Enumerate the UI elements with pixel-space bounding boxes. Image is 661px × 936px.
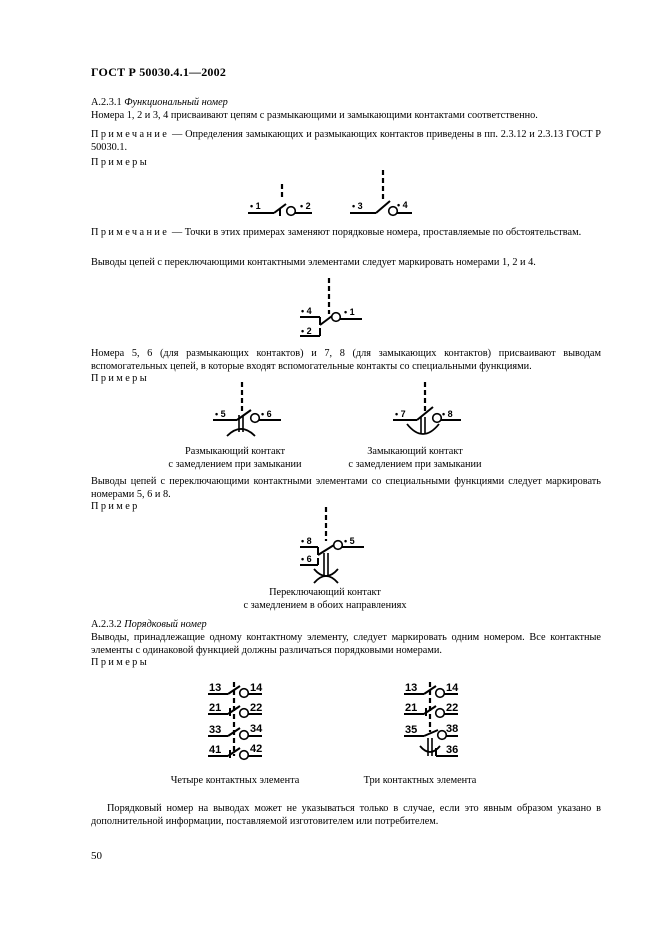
page-number: 50 <box>91 850 102 862</box>
diagram-four-contact-elements <box>200 680 290 764</box>
terminal-label: • 3 <box>352 201 363 211</box>
terminal-label: • 1 <box>250 201 261 211</box>
example-label: Пример <box>91 501 140 512</box>
note <box>91 128 601 154</box>
terminal-label: • 8 <box>301 536 312 546</box>
terminal-label: • 5 <box>215 409 226 419</box>
terminal-label: 38 <box>446 723 459 735</box>
caption: Четыре контактных элемента <box>170 775 300 786</box>
terminal-label: 33 <box>209 724 222 736</box>
caption-line: с замедлением при замыкании <box>168 459 302 470</box>
diagram-changeover-contact <box>292 276 382 338</box>
section-heading-a231 <box>91 96 601 109</box>
caption-line: Переключающий контакт <box>269 587 381 598</box>
examples-label: Примеры <box>91 657 150 668</box>
terminal-label: 21 <box>209 702 222 714</box>
diagram-delayed-break-contact <box>205 380 305 440</box>
caption: Три контактных элемента <box>363 775 477 786</box>
terminal-label: 22 <box>446 702 459 714</box>
terminal-label: • 5 <box>344 536 355 546</box>
terminal-label: 34 <box>250 723 263 735</box>
paragraph: Выводы цепей с переключающими контактными элементами следует маркировать номерами 1, 2 и 4. <box>91 257 536 268</box>
terminal-label: 41 <box>209 744 222 756</box>
diagram-delayed-make-contact <box>385 380 485 440</box>
paragraph: Выводы цепей с переключающими контактными элементами со специальными функциями следует маркировать номерами 5, 6 и 8. <box>91 476 601 501</box>
examples-label: Примеры <box>91 157 150 168</box>
diagram-basic-contacts <box>240 176 440 218</box>
terminal-label: 36 <box>446 744 459 756</box>
section-title: Порядковый номер <box>124 619 207 630</box>
caption-line: Размыкающий контакт <box>185 446 285 457</box>
note-text: — Определения замыкающих и размыкающих контактов приведены в пп. 2.3.12 и 2.3.13 ГОСТ Р 50030.1. <box>91 129 601 154</box>
terminal-label: • 6 <box>261 409 272 419</box>
caption <box>150 445 320 471</box>
terminal-label: • 4 <box>301 306 312 316</box>
terminal-label: • 8 <box>442 409 453 419</box>
paragraph: Номера 5, 6 (для размыкающих контактов) и 7, 8 (для замыкающих контактов) присваивают выводам вспомогательных цепей, в которые входят вспомогательные контакты со специальными функциями. <box>91 348 601 373</box>
terminal-label: 14 <box>250 682 263 694</box>
paragraph <box>91 802 601 828</box>
terminal-label: • 2 <box>301 326 312 336</box>
terminal-label: 14 <box>446 682 459 694</box>
caption <box>330 445 500 471</box>
document-header: ГОСТ Р 50030.4.1—2002 <box>91 65 227 79</box>
diagram-delayed-changeover-contact <box>292 505 382 587</box>
section-title: Функциональный номер <box>124 97 228 108</box>
caption-line: Замыкающий контакт <box>367 446 463 457</box>
section-number: А.2.3.1 <box>91 97 122 108</box>
note <box>91 226 601 239</box>
paragraph-text: Порядковый номер на выводах может не указываться только в случае, если это явным образом указано в дополнительной информации, поставляемой изготовителем или потребителем. <box>91 803 601 828</box>
terminal-label: 22 <box>250 702 263 714</box>
terminal-label: 13 <box>405 682 418 694</box>
examples-label: Примеры <box>91 373 150 384</box>
terminal-label: 13 <box>209 682 222 694</box>
note-label: Примечание <box>91 227 170 238</box>
section-heading-a232 <box>91 618 601 631</box>
note-text: — Точки в этих примерах заменяют порядковые номера, проставляемые по обстоятельствам. <box>169 227 582 238</box>
terminal-label: • 4 <box>397 200 408 210</box>
terminal-label: 35 <box>405 724 418 736</box>
paragraph: Выводы, принадлежащие одному контактному элементу, следует маркировать одним номером. Все контактные элементы с одинаковой функцией должны различаться порядковыми номерами. <box>91 632 601 657</box>
caption-line: с замедлением в обоих направлениях <box>243 600 407 611</box>
note-label: Примечание <box>91 129 170 140</box>
caption <box>200 586 450 612</box>
caption-line: с замедлением при замыкании <box>348 459 482 470</box>
terminal-label: 42 <box>250 743 263 755</box>
terminal-label: • 6 <box>301 554 312 564</box>
section-number: А.2.3.2 <box>91 619 122 630</box>
terminal-label: • 1 <box>344 307 355 317</box>
terminal-label: • 2 <box>300 201 311 211</box>
terminal-label: 21 <box>405 702 418 714</box>
diagram-three-contact-elements <box>396 680 486 764</box>
terminal-label: • 7 <box>395 409 406 419</box>
paragraph: Номера 1, 2 и 3, 4 присваивают цепям с размыкающими и замыкающими контактами соответственно. <box>91 110 538 121</box>
